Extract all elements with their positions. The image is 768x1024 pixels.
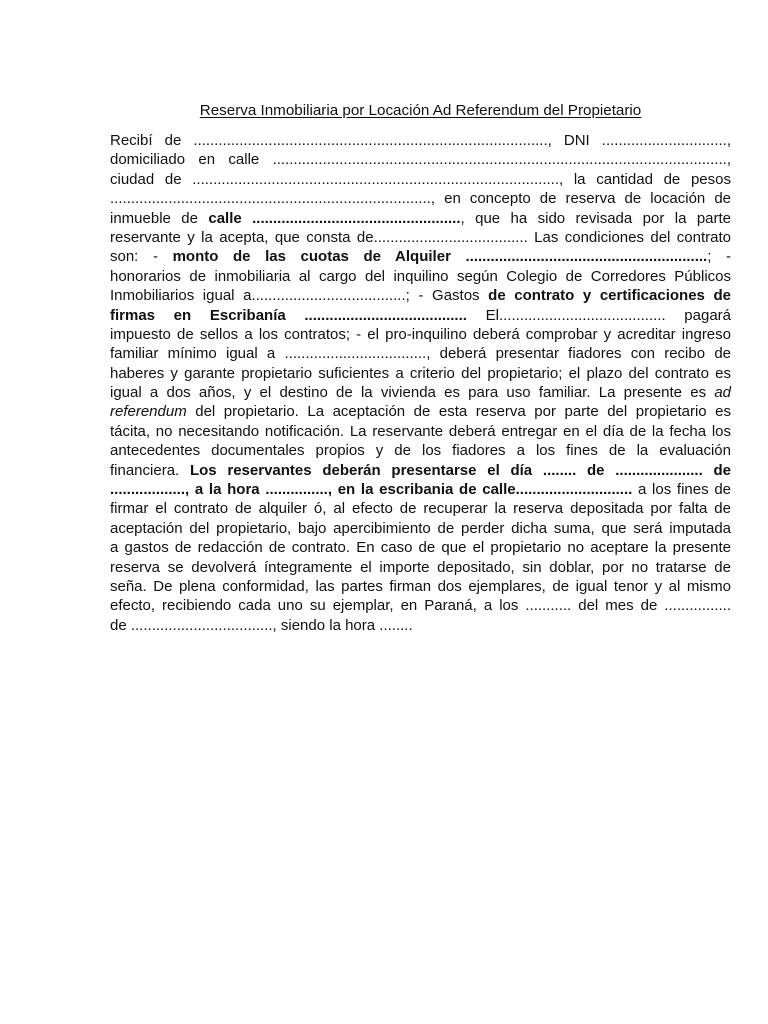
text-run: a los fines de — [632, 481, 731, 499]
bold-text: monto de las cuotas de Alquiler .......................................................... — [172, 248, 708, 266]
paragraph-line — [110, 480, 731, 499]
text-run: antecedentes documentales propios y de los fiadores a los fines de la evaluación — [110, 442, 731, 460]
text-run: son: - — [110, 248, 173, 266]
paragraph-line — [110, 344, 731, 363]
paragraph-line — [110, 170, 731, 189]
paragraph-line — [110, 209, 731, 228]
paragraph-line — [110, 286, 731, 305]
bold-text: Los reservantes deberán presentarse el día ........ de ..................... de — [189, 461, 731, 479]
paragraph-line — [110, 267, 731, 286]
paragraph-line — [110, 306, 731, 325]
italic-text: ad — [714, 384, 731, 402]
text-run: del propietario. La aceptación de esta reserva por parte del propietario es — [186, 403, 731, 421]
paragraph-line — [110, 383, 731, 402]
bold-text: firmas en Escribanía ....................................... — [110, 306, 467, 324]
text-run: Inmobiliarios igual a.....................................; - Gastos — [110, 287, 489, 305]
paragraph-line — [110, 596, 731, 615]
paragraph-line — [110, 616, 731, 635]
paragraph-line — [110, 228, 731, 247]
text-run: a gastos de redacción de contrato. En caso de que el propietario no aceptare la presente — [110, 539, 731, 557]
paragraph-line — [110, 247, 731, 266]
paragraph-line — [110, 325, 731, 344]
paragraph-line — [110, 402, 731, 421]
paragraph-line — [110, 150, 731, 169]
text-run: reserva se devolverá íntegramente el importe depositado, sin doblar, por no tratarse de — [110, 558, 731, 576]
text-run: efecto, recibiendo cada uno su ejemplar, en Paraná, a los ........... del mes de ................ — [110, 597, 731, 615]
paragraph-line — [110, 577, 731, 596]
paragraph-line — [110, 519, 731, 538]
text-run: familiar mínimo igual a .................................., deberá presentar fiadores con recibo de — [110, 345, 731, 363]
paragraph-line — [110, 364, 731, 383]
text-run: ; - — [707, 248, 731, 266]
italic-text: referendum — [110, 403, 187, 421]
bold-text: .................., a la hora ..............., en la escribania de calle............................ — [110, 481, 633, 499]
document-body — [110, 131, 731, 635]
text-run: igual a dos años, y el destino de la vivienda es para uso familiar. La presente es — [110, 384, 715, 402]
paragraph-line — [110, 189, 731, 208]
text-run: de .................................., siendo la hora ........ — [110, 616, 413, 634]
text-run: haberes y garante propietario suficientes a criterio del propietario; el plazo del contrato es — [110, 364, 731, 382]
paragraph-line — [110, 538, 731, 557]
text-run: Recibí de ....................................................................................., DNI .............................., — [110, 132, 731, 149]
text-run: domiciliado en calle ............................................................................................................., — [110, 151, 731, 169]
paragraph-line — [110, 499, 731, 518]
document-title: Reserva Inmobiliaria por Locación Ad Referendum del Propietario — [199, 102, 642, 119]
text-run: tácita, no necesitando notificación. La reservante deberá entregar en el día de la fecha los — [110, 422, 731, 440]
text-run: financiera. — [110, 461, 190, 479]
bold-text: calle .................................................. — [208, 209, 461, 227]
paragraph-line — [110, 558, 731, 577]
text-run: inmueble de — [110, 209, 209, 227]
bold-text: de contrato y certificaciones de — [488, 287, 731, 305]
text-run: ............................................................................., en concepto de reserva de locación de — [110, 190, 731, 208]
text-run: aceptación del propietario, bajo apercibimiento de perder dicha suma, que será imputada — [110, 519, 731, 537]
text-run: honorarios de inmobiliaria al cargo del inquilino según Colegio de Corredores Públicos — [110, 267, 731, 285]
text-run: , que ha sido revisada por la parte — [460, 209, 732, 227]
paragraph-line — [110, 422, 731, 441]
text-run: ciudad de ........................................................................................, la cantidad de pesos — [110, 170, 731, 188]
text-run: El........................................ pagará — [466, 306, 732, 324]
text-run: firmar el contrato de alquiler ó, al efecto de recuperar la reserva depositada por falta de — [110, 500, 731, 518]
text-run: seña. De plena conformidad, las partes firman dos ejemplares, de igual tenor y al mismo — [110, 577, 731, 595]
paragraph-line — [110, 441, 731, 460]
paragraph-line — [110, 131, 731, 150]
text-run: reservante y la acepta, que consta de..................................... Las condiciones del contrato — [110, 228, 731, 246]
paragraph-line — [110, 461, 731, 480]
text-run: impuesto de sellos a los contratos; - el pro-inquilino deberá comprobar y acreditar ingreso — [110, 325, 731, 343]
